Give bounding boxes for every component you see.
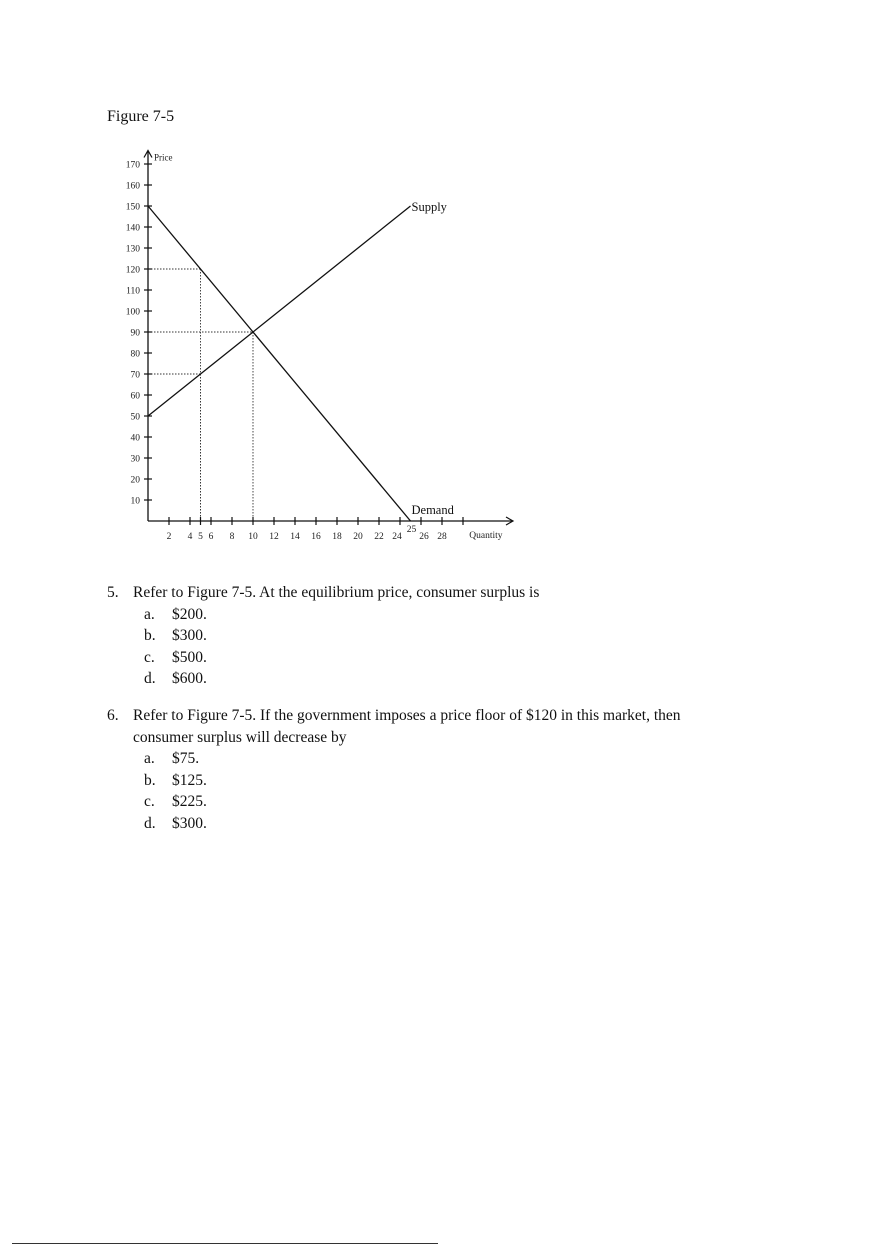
option-b: [144, 625, 733, 647]
option-letter: c.: [144, 648, 155, 666]
option-letter: a.: [144, 750, 155, 767]
y-tick-label: 80: [130, 349, 140, 360]
option-text: $200.: [172, 605, 207, 623]
y-tick-label: 20: [130, 475, 140, 486]
question-6: [107, 705, 733, 834]
x-tick-label: 16: [311, 532, 321, 542]
x-tick-label: 20: [353, 532, 363, 542]
demand-label: Demand: [411, 503, 454, 517]
question-text: Refer to Figure 7-5. At the equilibrium price, consumer surplus is: [133, 584, 540, 601]
question-number: 5.: [107, 584, 119, 601]
option-a: [144, 604, 733, 626]
x-tick-label: 6: [208, 532, 214, 542]
option-c: [144, 791, 733, 813]
x-tick-label: 8: [229, 532, 235, 542]
figure-title: Figure 7-5: [107, 108, 175, 125]
footer-rule: [12, 1243, 438, 1244]
y-axis-label: Price: [154, 152, 173, 163]
y-tick-label: 30: [130, 454, 140, 465]
x-tick-label: 24: [392, 532, 402, 542]
option-text: $600.: [172, 670, 207, 687]
option-letter: b.: [144, 771, 156, 789]
supply-demand-chart: [0, 0, 880, 600]
option-letter: c.: [144, 793, 155, 810]
supply-label: Supply: [411, 200, 447, 214]
x-tick-label: 14: [290, 532, 300, 542]
option-text: $500.: [172, 648, 207, 666]
y-tick-label: 150: [125, 202, 140, 213]
x-tick-label: 26: [419, 532, 429, 542]
question-text: Refer to Figure 7-5. If the government imposes a price floor of $120 in this market, then consumer surplus will decrease by: [133, 707, 681, 746]
x-tick-label: 4: [187, 532, 193, 542]
option-letter: a.: [144, 605, 155, 623]
question-number: 6.: [107, 707, 119, 724]
option-b: [144, 770, 733, 792]
option-letter: b.: [144, 627, 156, 644]
tick-labels: [126, 153, 503, 543]
y-tick-label: 110: [126, 286, 140, 297]
demand-line: [148, 206, 411, 521]
x-tick-label: 5: [198, 532, 203, 542]
y-tick-label: 10: [130, 496, 140, 507]
supply-line: [148, 206, 411, 416]
x-tick-label: 22: [374, 532, 384, 542]
x-tick-label: 2: [166, 532, 172, 542]
series-lines: [148, 206, 411, 521]
option-text: $125.: [172, 771, 207, 789]
y-tick-label: 100: [125, 307, 140, 318]
guide-lines: [148, 269, 253, 521]
y-tick-label: 140: [125, 223, 140, 234]
y-tick-label: 120: [125, 265, 140, 276]
y-tick-label: 40: [130, 433, 140, 444]
option-d: [144, 668, 733, 690]
y-tick-label: 50: [130, 412, 140, 423]
x-tick-label: 25: [406, 525, 417, 535]
option-text: $300.: [172, 627, 207, 644]
x-tick-label: 18: [332, 532, 342, 542]
option-text: $75.: [172, 750, 200, 767]
axes: [144, 151, 513, 526]
option-text: $225.: [172, 793, 207, 810]
x-axis-label: Quantity: [469, 531, 503, 541]
y-tick-label: 70: [130, 370, 140, 381]
question-5: [107, 582, 733, 690]
option-text: $300.: [172, 814, 207, 832]
y-tick-label: 130: [125, 244, 140, 255]
option-d: [144, 813, 733, 835]
option-letter: d.: [144, 814, 156, 832]
y-tick-label: 90: [130, 328, 140, 339]
option-letter: d.: [144, 670, 156, 687]
y-tick-label: 60: [130, 391, 140, 402]
x-tick-label: 28: [437, 532, 447, 542]
option-c: [144, 647, 733, 669]
option-a: [144, 748, 733, 770]
x-tick-label: 12: [269, 532, 279, 542]
y-tick-label: 160: [125, 181, 140, 192]
y-tick-label: 170: [125, 160, 140, 171]
x-tick-label: 10: [248, 532, 258, 542]
